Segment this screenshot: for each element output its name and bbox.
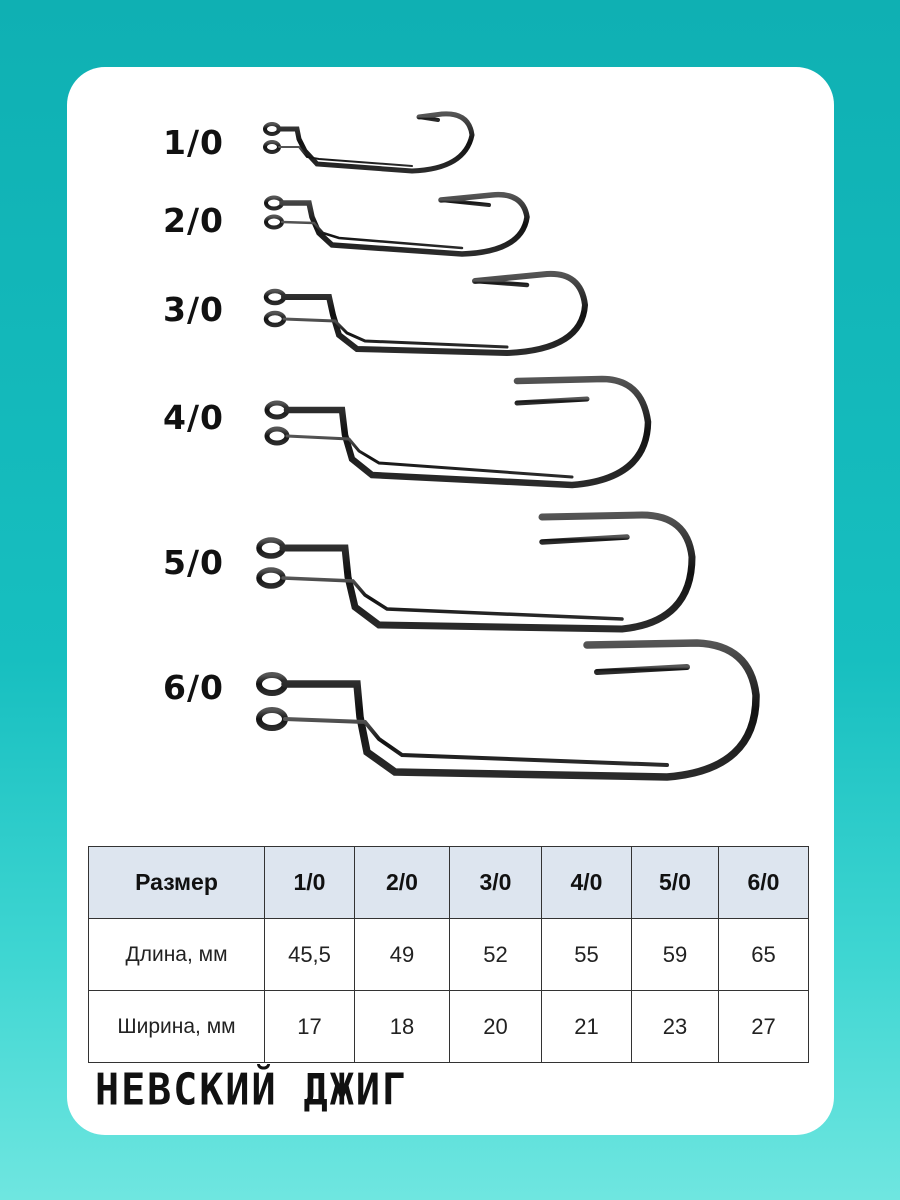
table-cell: 20 (450, 991, 542, 1063)
table-cell: 21 (542, 991, 632, 1063)
hooks-illustration (67, 67, 834, 827)
table-cell: 23 (632, 991, 719, 1063)
header-cell: 6/0 (719, 847, 809, 919)
table-cell: 17 (265, 991, 355, 1063)
table-cell: 45,5 (265, 919, 355, 991)
row-label-length: Длина, мм (89, 919, 265, 991)
size-label-5-0: 5/0 (163, 543, 224, 582)
hook-5-0-image (259, 515, 692, 629)
table-row-length (89, 919, 809, 991)
hook-3-0-image (266, 274, 585, 353)
size-label-1-0: 1/0 (163, 123, 224, 162)
specs-table (88, 846, 809, 1063)
table-row-width (89, 991, 809, 1063)
row-label-width: Ширина, мм (89, 991, 265, 1063)
table-cell: 59 (632, 919, 719, 991)
size-label-3-0: 3/0 (163, 290, 224, 329)
table-cell: 18 (355, 991, 450, 1063)
hook-1-0-image (265, 114, 472, 171)
size-label-4-0: 4/0 (163, 398, 224, 437)
table-cell: 55 (542, 919, 632, 991)
header-cell: 5/0 (632, 847, 719, 919)
header-cell: 3/0 (450, 847, 542, 919)
hook-4-0-image (267, 379, 648, 485)
table-cell: 52 (450, 919, 542, 991)
table-cell: 65 (719, 919, 809, 991)
header-cell: 4/0 (542, 847, 632, 919)
header-cell-size: Размер (89, 847, 265, 919)
size-label-6-0: 6/0 (163, 668, 224, 707)
header-cell: 1/0 (265, 847, 355, 919)
brand-logo-text: НЕВСКИЙ ДЖИГ (95, 1064, 408, 1116)
table-header-row (89, 847, 809, 919)
table-cell: 27 (719, 991, 809, 1063)
product-card (67, 67, 834, 1135)
hook-2-0-image (266, 195, 527, 254)
table-cell: 49 (355, 919, 450, 991)
size-label-2-0: 2/0 (163, 201, 224, 240)
header-cell: 2/0 (355, 847, 450, 919)
hook-6-0-image (259, 643, 756, 777)
